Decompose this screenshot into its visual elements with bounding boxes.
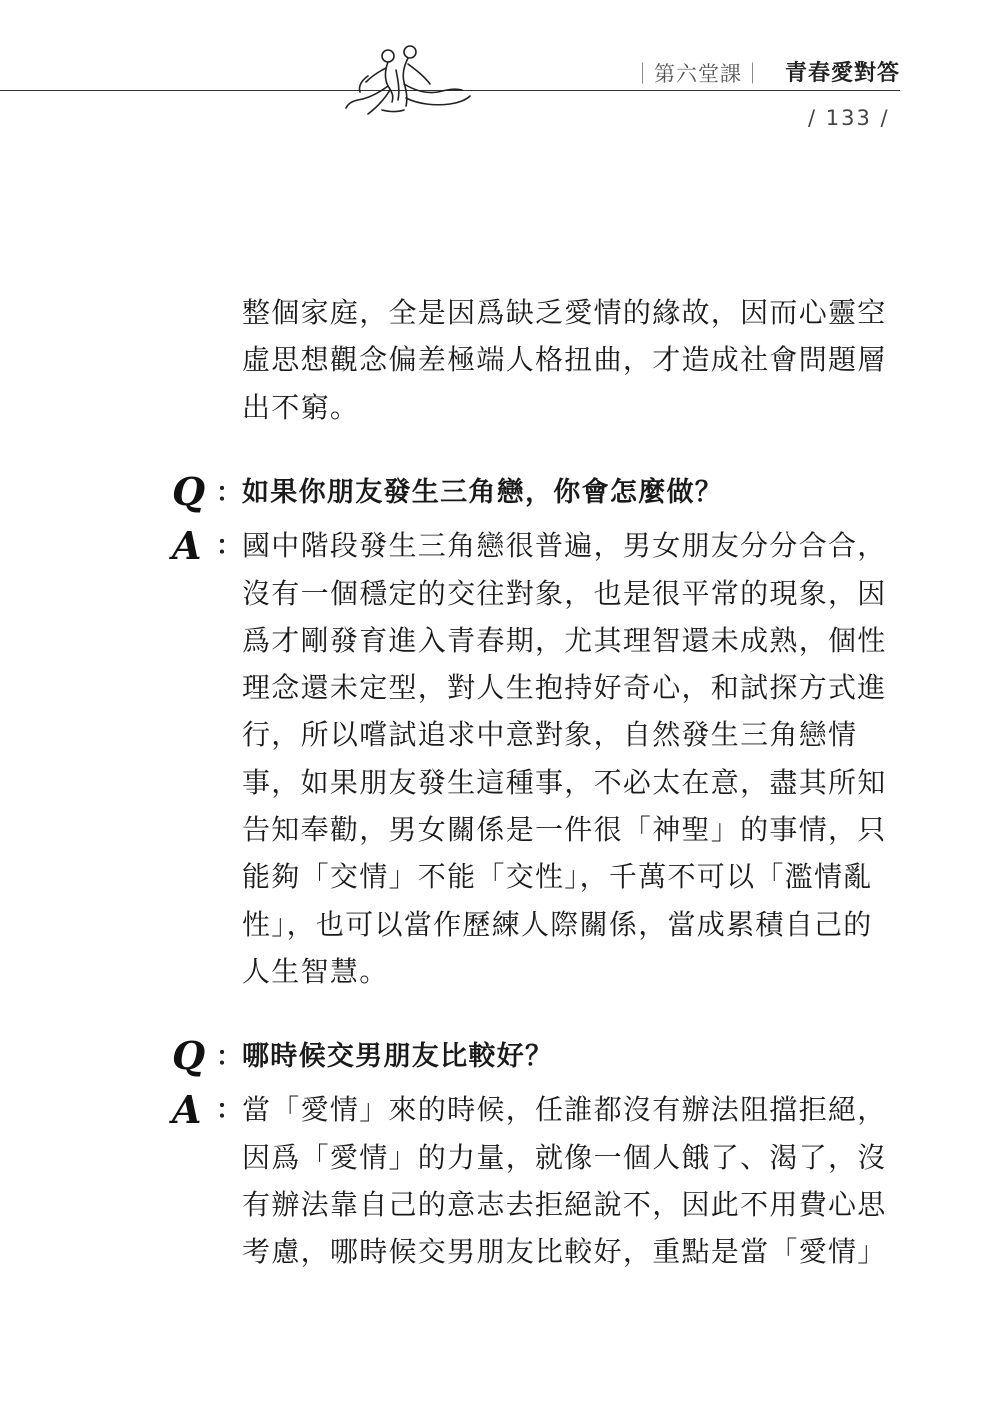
answer-colon: ： (216, 1095, 243, 1125)
answer-colon: ： (216, 531, 243, 561)
answer-line: 爲才剛發育進入青春期，尤其理智還未成熟，個性 (242, 624, 887, 657)
answer-line: 當「愛情」來的時候，任誰都沒有辦法阻擋拒絕， (242, 1093, 887, 1126)
intro-line: 虛思想觀念偏差極端人格扭曲，才造成社會問題層 (242, 343, 887, 376)
chapter-divider-right: ｜ (742, 62, 764, 86)
intro-line: 出不窮。 (242, 391, 360, 424)
answer-line: 能夠「交情」不能「交性」，千萬不可以「濫情亂 (242, 860, 873, 893)
answer-marker: A (172, 1087, 202, 1132)
chapter-name: 第六堂課 (654, 62, 742, 86)
answer-marker: A (172, 523, 202, 568)
answer-line: 沒有一個穩定的交往對象，也是很平常的現象，因 (242, 577, 887, 610)
question-text: 如果你朋友發生三角戀，你會怎麼做？ (242, 477, 724, 508)
answer-line: 國中階段發生三角戀很普遍，男女朋友分分合合， (242, 529, 887, 562)
answer-line: 人生智慧。 (242, 955, 389, 988)
answer-line: 因爲「愛情」的力量，就像一個人餓了、渴了，沒 (242, 1141, 887, 1174)
answer-line: 有辦法靠自己的意志去拒絕說不，因此不用費心思 (242, 1188, 887, 1221)
chapter-label (632, 58, 764, 88)
answer-line: 告知奉勸，男女關係是一件很「神聖」的事情，只 (242, 813, 887, 846)
question-marker: Q (172, 1033, 206, 1078)
intro-line: 整個家庭，全是因爲缺乏愛情的緣故，因而心靈空 (242, 296, 887, 329)
answer-line: 理念還未定型，對人生抱持好奇心，和試探方式進 (242, 671, 887, 704)
question-text: 哪時候交男朋友比較好？ (242, 1041, 554, 1072)
couple-sketch-icon (338, 40, 478, 122)
question-colon: ： (216, 478, 243, 508)
answer-line: 性」，也可以當作歷練人際關係，當成累積自己的 (242, 908, 873, 941)
answer-line: 考慮，哪時候交男朋友比較好，重點是當「愛情」 (242, 1235, 887, 1268)
chapter-divider-left: ｜ (632, 62, 654, 86)
question-colon: ： (216, 1042, 243, 1072)
answer-line: 行，所以嚐試追求中意對象，自然發生三角戀情 (242, 718, 858, 751)
answer-line: 事，如果朋友發生這種事，不必太在意，盡其所知 (242, 766, 887, 799)
question-marker: Q (172, 469, 206, 514)
book-title: 青春愛對答 (785, 61, 901, 86)
page-number: / 133 / (808, 106, 890, 130)
